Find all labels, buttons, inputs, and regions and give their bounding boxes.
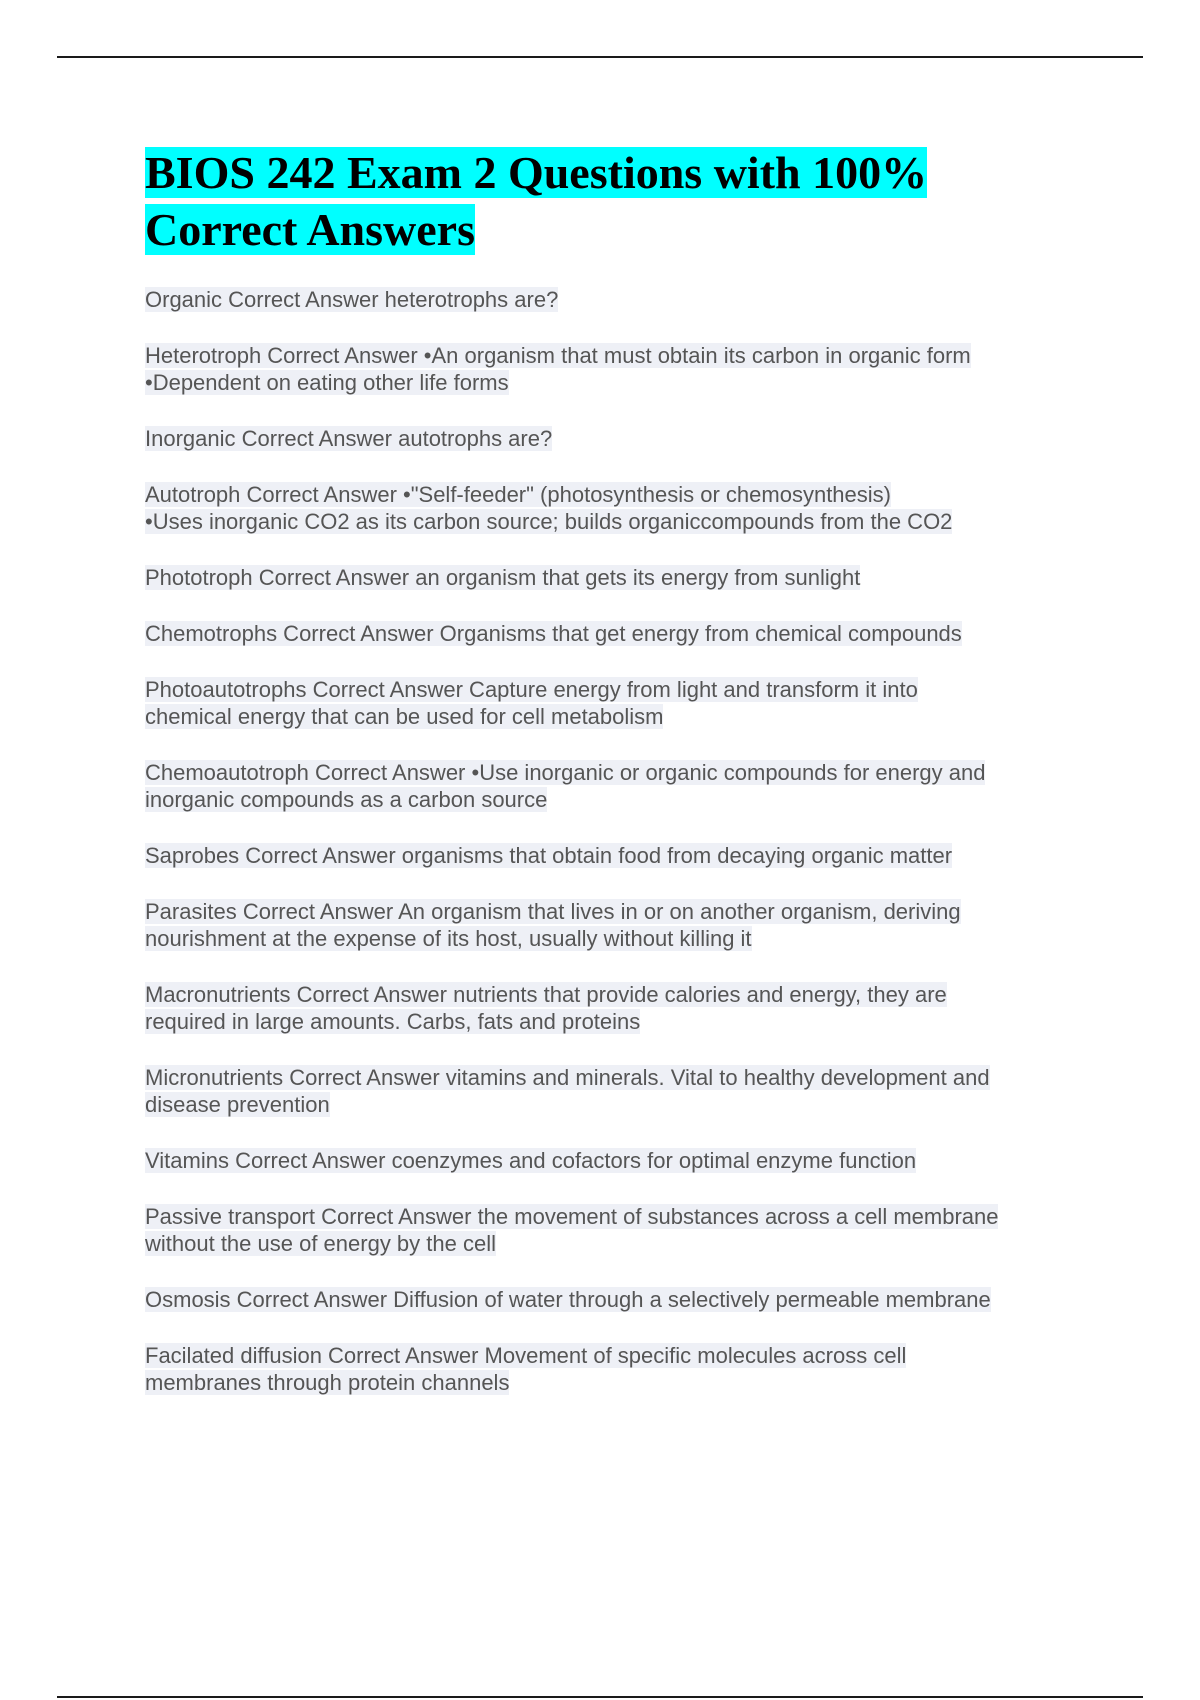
qa-line: Saprobes Correct Answer organisms that obtain food from decaying organic matter: [145, 843, 953, 868]
qa-item-parasites: [145, 898, 1085, 952]
qa-item-saprobes: [145, 842, 1085, 869]
qa-line: Chemoautotroph Correct Answer •Use inorganic or organic compounds for energy and: [145, 760, 986, 785]
qa-line: inorganic compounds as a carbon source: [145, 787, 548, 812]
qa-item-autotroph: [145, 481, 1085, 535]
qa-item-organic: [145, 286, 1085, 313]
qa-item-vitamins: [145, 1147, 1085, 1174]
qa-line: Micronutrients Correct Answer vitamins and minerals. Vital to healthy development and: [145, 1065, 990, 1090]
qa-line: Photoautotrophs Correct Answer Capture energy from light and transform it into: [145, 677, 918, 702]
qa-item-photoautotrophs: [145, 676, 1085, 730]
qa-line: Parasites Correct Answer An organism that lives in or on another organism, deriving: [145, 899, 961, 924]
qa-line: nourishment at the expense of its host, usually without killing it: [145, 926, 752, 951]
qa-list: [145, 286, 1095, 1396]
qa-item-inorganic: [145, 425, 1085, 452]
qa-line: membranes through protein channels: [145, 1370, 510, 1395]
qa-item-chemoautotroph: [145, 759, 1085, 813]
qa-item-osmosis: [145, 1286, 1085, 1313]
top-rule: [57, 56, 1143, 58]
qa-line: •Dependent on eating other life forms: [145, 370, 509, 395]
title-line-2: Correct Answers: [145, 204, 475, 255]
document-body: [145, 144, 1095, 1425]
qa-line: Chemotrophs Correct Answer Organisms that get energy from chemical compounds: [145, 621, 962, 646]
bottom-rule: [57, 1696, 1143, 1698]
qa-line: Passive transport Correct Answer the movement of substances across a cell membrane: [145, 1204, 999, 1229]
qa-item-micronutrients: [145, 1064, 1085, 1118]
qa-item-phototroph: [145, 564, 1085, 591]
title-line-1: BIOS 242 Exam 2 Questions with 100%: [145, 147, 928, 198]
qa-line: without the use of energy by the cell: [145, 1231, 496, 1256]
qa-line: Inorganic Correct Answer autotrophs are?: [145, 426, 553, 451]
qa-line: required in large amounts. Carbs, fats and proteins: [145, 1009, 641, 1034]
qa-line: Macronutrients Correct Answer nutrients that provide calories and energy, they are: [145, 982, 947, 1007]
qa-line: chemical energy that can be used for cell metabolism: [145, 704, 664, 729]
qa-item-chemotrophs: [145, 620, 1085, 647]
document-title: [145, 144, 1095, 258]
qa-line: Facilated diffusion Correct Answer Movement of specific molecules across cell: [145, 1343, 907, 1368]
qa-item-facilated-diffusion: [145, 1342, 1085, 1396]
qa-line: Vitamins Correct Answer coenzymes and cofactors for optimal enzyme function: [145, 1148, 917, 1173]
qa-item-passive-transport: [145, 1203, 1085, 1257]
qa-line: Autotroph Correct Answer •"Self-feeder" (photosynthesis or chemosynthesis): [145, 482, 891, 507]
qa-line: Phototroph Correct Answer an organism that gets its energy from sunlight: [145, 565, 861, 590]
qa-line: Organic Correct Answer heterotrophs are?: [145, 287, 559, 312]
qa-item-macronutrients: [145, 981, 1085, 1035]
qa-line: Heterotroph Correct Answer •An organism that must obtain its carbon in organic form: [145, 343, 971, 368]
qa-line: disease prevention: [145, 1092, 330, 1117]
qa-line: •Uses inorganic CO2 as its carbon source; builds organiccompounds from the CO2: [145, 509, 953, 534]
qa-item-heterotroph: [145, 342, 1085, 396]
qa-line: Osmosis Correct Answer Diffusion of water through a selectively permeable membrane: [145, 1287, 991, 1312]
